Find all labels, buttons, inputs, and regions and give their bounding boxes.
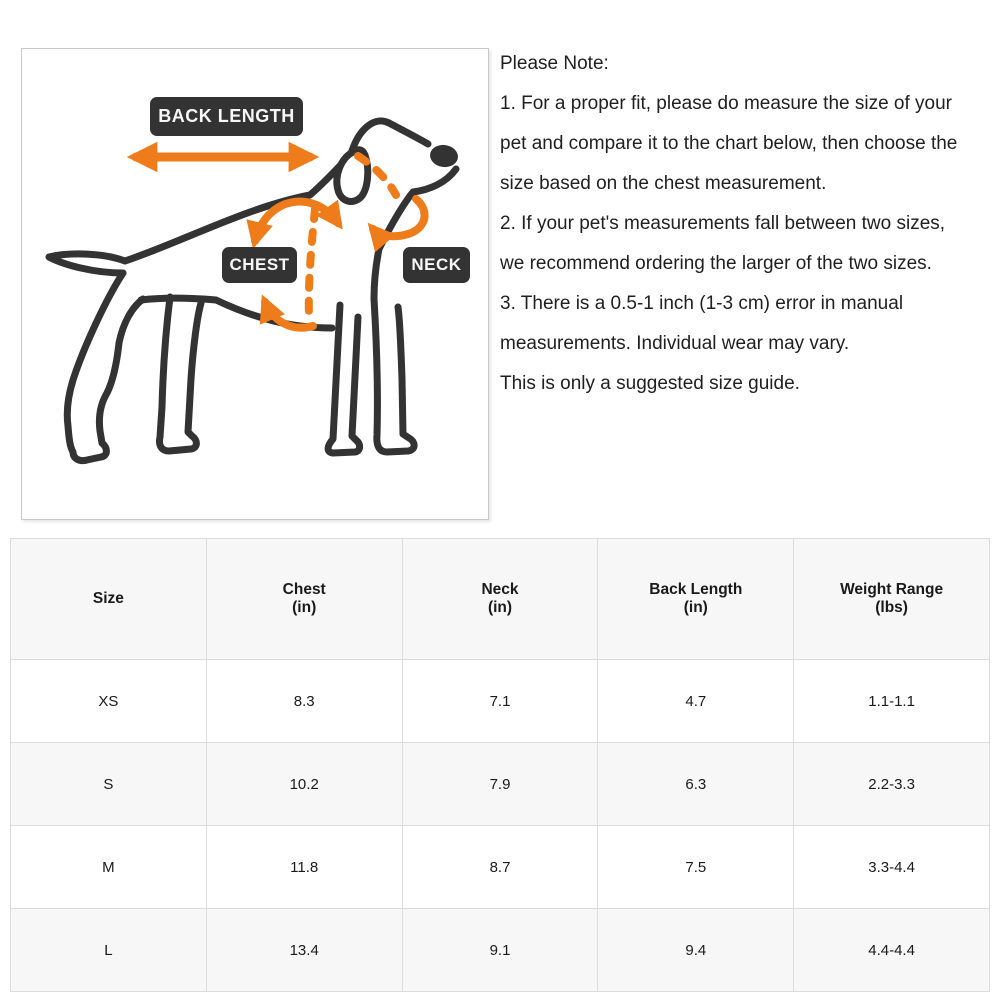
dog-hind-leg-far-path: [159, 297, 201, 451]
column-header-weight-range: Weight Range (lbs): [794, 539, 990, 660]
neck-label: NECK: [403, 247, 470, 283]
dog-back-tail-path: [49, 154, 351, 273]
cell-weight-range: 3.3-4.4: [794, 826, 990, 909]
cell-weight-range: 4.4-4.4: [794, 909, 990, 992]
cell-size: XS: [11, 660, 207, 743]
dog-hind-leg-near-path: [67, 273, 143, 461]
cell-size: M: [11, 826, 207, 909]
please-note-section: [500, 44, 998, 404]
header-row: [11, 539, 990, 660]
cell-weight-range: 1.1-1.1: [794, 660, 990, 743]
table-row-l: [11, 909, 990, 992]
column-header-chest: Chest (in): [206, 539, 402, 660]
cell-chest: 11.8: [206, 826, 402, 909]
table-row-m: [11, 826, 990, 909]
cell-back-length: 6.3: [598, 743, 794, 826]
table-row-xs: [11, 660, 990, 743]
table-row-s: [11, 743, 990, 826]
note-line-1: 1. For a proper fit, please do measure the size of your: [500, 93, 953, 114]
back-length-label: BACK LENGTH: [150, 97, 303, 136]
note-title: Please Note:: [500, 53, 609, 74]
note-line-6: 3. There is a 0.5-1 inch (1-3 cm) error in manual: [500, 293, 904, 314]
note-line-4: 2. If your pet's measurements fall between two sizes,: [500, 213, 946, 234]
note-line-8: This is only a suggested size guide.: [500, 373, 800, 394]
cell-neck: 8.7: [402, 826, 598, 909]
column-header-size: Size: [11, 539, 207, 660]
cell-weight-range: 2.2-3.3: [794, 743, 990, 826]
cell-back-length: 7.5: [598, 826, 794, 909]
cell-size: S: [11, 743, 207, 826]
column-header-back-length: Back Length (in): [598, 539, 794, 660]
dog-front-leg-near-path: [374, 299, 414, 452]
note-line-5: we recommend ordering the larger of the two sizes.: [500, 253, 932, 274]
cell-neck: 9.1: [402, 909, 598, 992]
note-line-7: measurements. Individual wear may vary.: [500, 333, 850, 354]
cell-back-length: 4.7: [598, 660, 794, 743]
cell-back-length: 9.4: [598, 909, 794, 992]
note-line-2: pet and compare it to the chart below, then choose the: [500, 133, 958, 154]
cell-neck: 7.9: [402, 743, 598, 826]
cell-chest: 8.3: [206, 660, 402, 743]
chest-dashed-line: [309, 209, 315, 315]
column-header-neck: Neck (in): [402, 539, 598, 660]
cell-size: L: [11, 909, 207, 992]
note-line-3: size based on the chest measurement.: [500, 173, 827, 194]
cell-chest: 13.4: [206, 909, 402, 992]
size-chart-table: [10, 538, 990, 992]
chest-label: CHEST: [222, 247, 297, 283]
dog-size-diagram: [21, 48, 489, 520]
dog-nose: [429, 143, 460, 169]
cell-chest: 10.2: [206, 743, 402, 826]
cell-neck: 7.1: [402, 660, 598, 743]
